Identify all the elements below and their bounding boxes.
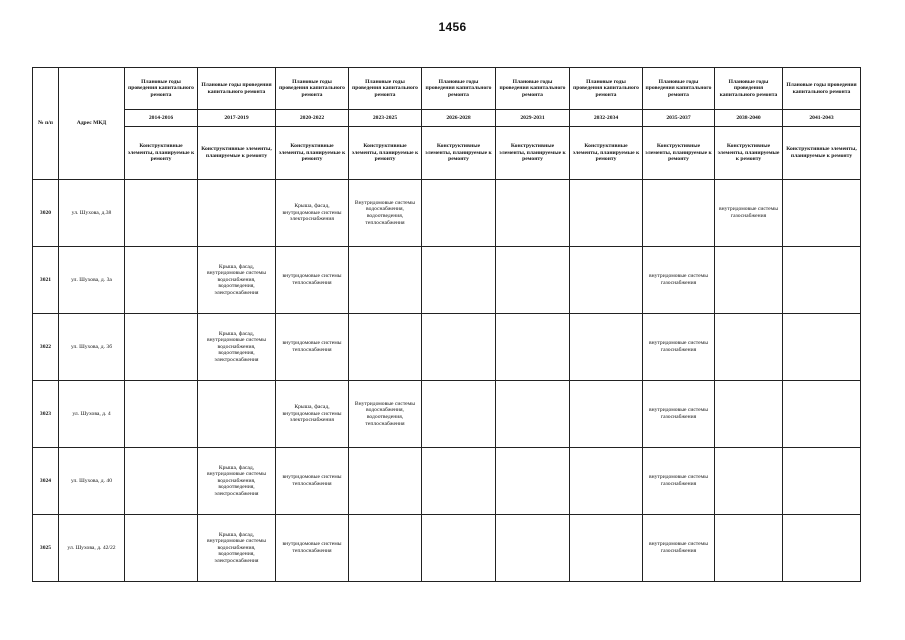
repair-elements-cell (496, 381, 570, 448)
header-period: Плановые годы проведения капитального ремонта (496, 68, 570, 110)
header-years: 2017-2019 (198, 110, 276, 127)
repair-elements-cell: Внутридомовые системы водоснабжения, водоотведения, теплоснабжения (349, 381, 422, 448)
repair-elements-cell (496, 515, 570, 582)
row-address: ул. Шухова, д. 3а (59, 247, 125, 314)
row-address: ул. Шухова, д. 40 (59, 448, 125, 515)
row-number: 3020 (33, 180, 59, 247)
repair-elements-cell (422, 381, 496, 448)
repair-elements-cell (715, 448, 783, 515)
table-row (33, 180, 861, 247)
header-years: 2020-2022 (276, 110, 349, 127)
table-row (33, 247, 861, 314)
repair-elements-cell (570, 247, 643, 314)
row-address: ул. Шухова, д.38 (59, 180, 125, 247)
row-address: ул. Шухова, д. 4 (59, 381, 125, 448)
repair-elements-cell (349, 515, 422, 582)
header-years: 2014-2016 (125, 110, 198, 127)
page-number: 1456 (438, 20, 467, 34)
repair-elements-cell (198, 381, 276, 448)
header-years: 2038-2040 (715, 110, 783, 127)
repair-elements-cell (125, 314, 198, 381)
repair-elements-cell: внутридомовые системы газоснабжения (643, 247, 715, 314)
header-elements: Конструктивные элементы, планируемые к ремонту (198, 127, 276, 180)
repair-elements-cell (783, 180, 861, 247)
header-elements: Конструктивные элементы, планируемые к ремонту (276, 127, 349, 180)
header-row-periods (33, 68, 861, 110)
row-address: ул. Шухова, д. 3б (59, 314, 125, 381)
row-number: 3022 (33, 314, 59, 381)
repair-elements-cell (783, 381, 861, 448)
repair-elements-cell (496, 247, 570, 314)
row-number: 3024 (33, 448, 59, 515)
repair-elements-cell (125, 448, 198, 515)
repair-elements-cell (715, 314, 783, 381)
header-elements: Конструктивные элементы, планируемые к ремонту (422, 127, 496, 180)
header-years: 2032-2034 (570, 110, 643, 127)
header-elements: Конструктивные элементы, планируемые к ремонту (496, 127, 570, 180)
header-years: 2029-2031 (496, 110, 570, 127)
repair-elements-cell: внутридомовые системы газоснабжения (643, 515, 715, 582)
repair-elements-cell (349, 448, 422, 515)
repair-elements-cell (715, 247, 783, 314)
header-elements: Конструктивные элементы, планируемые к ремонту (349, 127, 422, 180)
repair-elements-cell (496, 314, 570, 381)
header-elements: Конструктивные элементы, планируемые к ремонту (570, 127, 643, 180)
header-years: 2023-2025 (349, 110, 422, 127)
repair-elements-cell (570, 314, 643, 381)
repair-elements-cell: Крыша, фасад, внутридомовые системы водоснабжения, водоотведения, электроснабжения (198, 314, 276, 381)
repair-elements-cell (422, 180, 496, 247)
row-number: 3023 (33, 381, 59, 448)
repair-elements-cell (422, 448, 496, 515)
header-row-elements (33, 127, 861, 180)
repair-elements-cell (783, 448, 861, 515)
header-period: Плановые годы проведения капитального ремонта (198, 68, 276, 110)
repair-elements-cell (125, 515, 198, 582)
repair-elements-cell (783, 314, 861, 381)
repair-elements-cell: внутридомовые системы газоснабжения (643, 448, 715, 515)
header-period: Плановые годы проведения капитального ремонта (643, 68, 715, 110)
row-number: 3025 (33, 515, 59, 582)
table-row (33, 314, 861, 381)
repair-elements-cell (570, 448, 643, 515)
repair-elements-cell: Крыша, фасад, внутридомовые системы водоснабжения, водоотведения, электроснабжения (198, 247, 276, 314)
repair-elements-cell (422, 314, 496, 381)
repair-elements-cell (496, 180, 570, 247)
repair-elements-cell (125, 180, 198, 247)
repair-elements-cell: внутридомовые системы теплоснабжения (276, 515, 349, 582)
repair-elements-cell: внутридомовые системы теплоснабжения (276, 448, 349, 515)
repair-elements-cell: внутридомовые системы теплоснабжения (276, 314, 349, 381)
capital-repair-plan-table (32, 67, 861, 582)
header-years: 2026-2028 (422, 110, 496, 127)
repair-elements-cell (643, 180, 715, 247)
header-period: Плановые годы проведения капитального ремонта (715, 68, 783, 110)
header-years: 2035-2037 (643, 110, 715, 127)
repair-elements-cell (349, 314, 422, 381)
repair-elements-cell (783, 247, 861, 314)
repair-elements-cell: Крыша, фасад, внутридомовые системы водоснабжения, водоотведения, электроснабжения (198, 515, 276, 582)
repair-elements-cell (715, 515, 783, 582)
repair-elements-cell (198, 180, 276, 247)
repair-elements-cell: внутридомовые системы газоснабжения (643, 314, 715, 381)
repair-elements-cell: внутридомовые системы газоснабжения (715, 180, 783, 247)
repair-elements-cell: Крыша, фасад, внутридомовые системы электроснабжения (276, 381, 349, 448)
header-period: Плановые годы проведения капитального ремонта (349, 68, 422, 110)
repair-elements-cell (422, 515, 496, 582)
row-address: ул. Шухова, д. 42/22 (59, 515, 125, 582)
repair-elements-cell: внутридомовые системы газоснабжения (643, 381, 715, 448)
header-elements: Конструктивные элементы, планируемые к ремонту (715, 127, 783, 180)
header-years: 2041-2043 (783, 110, 861, 127)
repair-elements-cell (349, 247, 422, 314)
repair-elements-cell (422, 247, 496, 314)
header-elements: Конструктивные элементы, планируемые к ремонту (783, 127, 861, 180)
header-period: Плановые годы проведения капитального ремонта (125, 68, 198, 110)
repair-elements-cell (783, 515, 861, 582)
header-address: Адрес МКД (59, 68, 125, 180)
repair-elements-cell: Крыша, фасад, внутридомовые системы электроснабжения (276, 180, 349, 247)
table-row (33, 381, 861, 448)
header-elements: Конструктивные элементы, планируемые к ремонту (125, 127, 198, 180)
repair-elements-cell: Крыша, фасад, внутридомовые системы водоснабжения, водоотведения, электроснабжения (198, 448, 276, 515)
repair-elements-cell (570, 381, 643, 448)
header-period: Плановые годы проведения капитального ремонта (422, 68, 496, 110)
header-number: № п/п (33, 68, 59, 180)
repair-elements-cell (570, 515, 643, 582)
header-row-years (33, 110, 861, 127)
repair-elements-cell: внутридомовые системы теплоснабжения (276, 247, 349, 314)
repair-elements-cell (570, 180, 643, 247)
header-elements: Конструктивные элементы, планируемые к ремонту (643, 127, 715, 180)
header-period: Плановые годы проведения капитального ремонта (276, 68, 349, 110)
repair-elements-cell (715, 381, 783, 448)
header-period: Плановые годы проведения капитального ремонта (570, 68, 643, 110)
table-row (33, 448, 861, 515)
repair-elements-cell (125, 247, 198, 314)
repair-elements-cell: Внутридомовые системы водоснабжения, водоотведения, теплоснабжения (349, 180, 422, 247)
repair-elements-cell (125, 381, 198, 448)
row-number: 3021 (33, 247, 59, 314)
repair-elements-cell (496, 448, 570, 515)
header-period: Плановые годы проведения капитального ремонта (783, 68, 861, 110)
table-row (33, 515, 861, 582)
